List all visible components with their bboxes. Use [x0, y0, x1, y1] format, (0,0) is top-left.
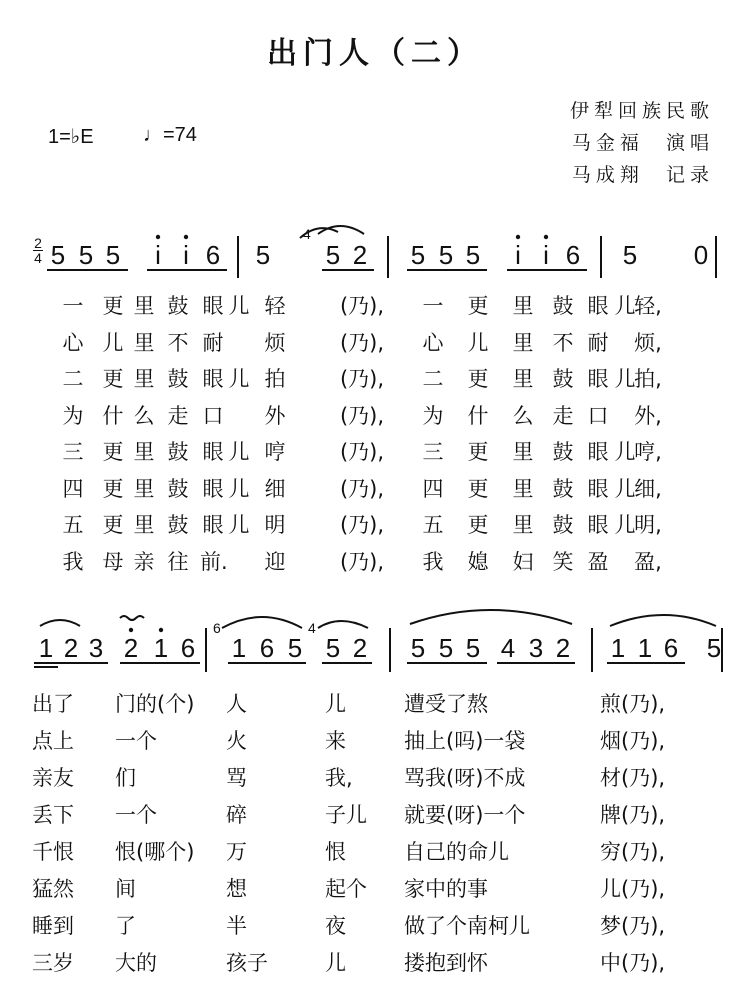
lyric-cell: 烟(乃), [600, 729, 666, 753]
lyric-cell: 一 [62, 294, 84, 318]
slur [40, 620, 80, 626]
lyric-cell: 里 [512, 294, 534, 318]
trill-mark [120, 616, 144, 620]
lyric-cell: 中(乃), [600, 951, 666, 975]
lyric-cell: 眼 [587, 367, 609, 391]
note: 5 [465, 633, 481, 663]
note: i [155, 240, 161, 270]
lyric-cell: 不 [552, 330, 574, 355]
lyric-cell: 里 [133, 330, 155, 355]
lyric-cell: 么 [133, 403, 155, 428]
lyric-cell: 口 [587, 403, 609, 428]
lyric-cell: 五 [62, 513, 84, 537]
lyric-cell: 耐 [202, 330, 224, 355]
grace-note: 4 [303, 226, 311, 242]
note: 3 [88, 633, 104, 663]
lyric-cell: 搂抱到怀 [404, 951, 488, 975]
note: 5 [410, 633, 426, 663]
lyric-cell: 想 [226, 877, 247, 901]
lyric-cell: 子儿 [325, 803, 367, 827]
lyric-cell: 为 [62, 403, 84, 428]
note: i [183, 240, 189, 270]
lyric-cell: 了 [115, 914, 136, 938]
octave-dot [156, 235, 160, 239]
lyric-cell: 恨 [325, 840, 346, 864]
lyric-cell: (乃), [339, 403, 385, 428]
slur [610, 615, 716, 626]
note: 6 [663, 633, 679, 663]
time-signature-top: 2 [34, 235, 42, 251]
lyric-cell: 前. [200, 549, 228, 574]
lyric-cell: 起个 [325, 877, 367, 901]
slur [222, 617, 302, 628]
note: 1 [637, 633, 653, 663]
lyric-cell: 鼓 [552, 513, 574, 537]
lyric-cell: 为 [422, 403, 444, 428]
credit-origin: 伊犁回族民歌 [569, 100, 714, 122]
lyric-cell: 心 [422, 330, 444, 355]
lyric-cell: 细, [634, 476, 662, 501]
lyric-cell: 儿 [228, 513, 250, 537]
lyric-cell: (乃), [339, 440, 385, 464]
lyric-cell: 笑 [552, 549, 574, 574]
lyric-cell: 家中的事 [404, 877, 488, 901]
lyric-cell: 三岁 [32, 951, 74, 975]
note: 5 [438, 633, 454, 663]
note: 5 [105, 240, 121, 270]
lyric-cell: 里 [512, 440, 534, 464]
lyric-cell: 儿 [228, 294, 250, 318]
lyric-cell: 穷(乃), [600, 840, 666, 864]
lyric-cell: 梦(乃), [600, 914, 666, 938]
grace-note: 6 [213, 620, 221, 636]
lyric-cell: 材(乃), [600, 766, 666, 790]
lyric-cell: 来 [325, 729, 346, 753]
lyric-cell: 不 [167, 330, 189, 355]
lyric-cell: 烦 [264, 330, 286, 355]
lyric-cell: (乃), [339, 476, 385, 501]
lyric-cell: 里 [512, 476, 534, 501]
lyric-cell: 三 [422, 440, 444, 464]
note: 5 [255, 240, 271, 270]
lyric-cell: 明 [264, 513, 286, 537]
lyric-cell: 骂 [226, 766, 247, 790]
lyric-cell: 千恨 [32, 840, 74, 864]
lyric-cell: 儿 [614, 476, 636, 501]
tempo-marking: ♩=74 [143, 124, 197, 146]
lyric-cell: (乃), [339, 330, 385, 355]
note: 1 [153, 633, 169, 663]
lyric-cell: 盈, [634, 549, 662, 574]
lyric-cell: 鼓 [167, 476, 189, 501]
lyric-cell: 里 [133, 440, 155, 464]
slur [318, 226, 364, 234]
lyric-cell: 四 [422, 476, 444, 501]
lyric-cell: 拍 [264, 367, 286, 391]
lyric-cell: 眼 [202, 440, 224, 464]
lyric-cell: 一 [422, 294, 444, 318]
lyric-cell: 烦, [634, 330, 662, 355]
octave-dot [516, 235, 520, 239]
lyric-cell: 骂我(呀)不成 [404, 766, 526, 790]
lyric-cell: 鼓 [167, 367, 189, 391]
lyric-cell: 里 [133, 294, 155, 318]
note: 5 [325, 240, 341, 270]
lyric-cell: 睡到 [32, 914, 74, 938]
credit-performer: 马金福 演唱 [571, 132, 714, 154]
lyric-cell: 明, [634, 513, 662, 537]
lyric-cell: 走 [552, 403, 574, 428]
lyric-cell: 我, [325, 766, 353, 790]
lyric-cell: 儿 [614, 294, 636, 318]
lyric-cell: (乃), [339, 513, 385, 537]
lyric-cell: 大的 [115, 951, 157, 975]
lyric-cell: 火 [226, 729, 247, 753]
lyric-cell: 里 [512, 330, 534, 355]
note: 2 [555, 633, 571, 663]
lyric-cell: 鼓 [552, 294, 574, 318]
song-title: 出门人（二） [267, 36, 483, 71]
note: 4 [500, 633, 516, 663]
lyric-cell: 儿 [614, 367, 636, 391]
lyric-cell: 儿 [325, 692, 346, 716]
note: 2 [352, 240, 368, 270]
lyric-cell: 更 [102, 513, 124, 537]
note: 5 [622, 240, 638, 270]
lyric-cell: 间 [115, 877, 136, 901]
lyric-cell: 轻, [634, 294, 662, 318]
key-signature: 1=♭E [48, 126, 94, 148]
lyric-cell: (乃), [339, 549, 385, 574]
slur [410, 610, 572, 624]
lyric-cell: 们 [115, 766, 136, 790]
lyric-cell: 更 [102, 440, 124, 464]
lyric-cell: 鼓 [167, 440, 189, 464]
lyric-cell: 鼓 [167, 294, 189, 318]
lyric-cell: 我 [422, 549, 444, 574]
lyric-cell: 媳 [467, 549, 489, 574]
note: i [515, 240, 521, 270]
lyric-cell: 更 [102, 294, 124, 318]
lyric-cell: 轻 [264, 294, 286, 318]
lyric-cell: 儿 [228, 440, 250, 464]
note: 6 [180, 633, 196, 663]
lyric-cell: 什 [467, 403, 489, 428]
lyric-cell: 儿 [325, 951, 346, 975]
lyric-cell: 耐 [587, 330, 609, 355]
lyric-cell: 眼 [587, 294, 609, 318]
lyric-cell: 鼓 [167, 513, 189, 537]
note: 5 [325, 633, 341, 663]
lyric-cell: 往 [167, 549, 189, 574]
lyric-cell: 什 [102, 403, 124, 428]
lyric-cell: 走 [167, 403, 189, 428]
lyric-cell: 里 [133, 513, 155, 537]
lyric-cell: 亲友 [32, 766, 74, 790]
slur [318, 621, 368, 628]
lyric-cell: 盈 [587, 549, 609, 574]
lyric-cell: 牌(乃), [600, 803, 666, 827]
lyric-cell: 里 [512, 367, 534, 391]
lyric-cell: 眼 [202, 294, 224, 318]
lyric-cell: 万 [226, 840, 247, 864]
note: 5 [287, 633, 303, 663]
lyric-cell: 眼 [202, 367, 224, 391]
lyric-cell: 眼 [587, 440, 609, 464]
lyric-cell: 孩子 [226, 951, 268, 975]
lyric-cell: 细 [264, 476, 286, 501]
lyric-cell: 丢下 [32, 803, 74, 827]
lyric-cell: 眼 [587, 513, 609, 537]
lyric-cell: 心 [62, 330, 84, 355]
lyric-cell: 更 [467, 367, 489, 391]
lyric-cell: 出了 [32, 692, 74, 716]
lyric-cell: 儿 [228, 367, 250, 391]
lyric-cell: 哼 [264, 440, 286, 464]
lyric-cell: 门的(个) [115, 692, 195, 716]
lyric-cell: 二 [422, 367, 444, 391]
lyric-cell: 外 [264, 403, 286, 428]
lyric-cell: 碎 [226, 803, 247, 827]
note: 5 [50, 240, 66, 270]
lyric-cell: 一个 [115, 803, 157, 827]
lyric-cell: 拍, [634, 367, 662, 391]
lyric-cell: 儿 [614, 440, 636, 464]
lyric-cell: 眼 [587, 476, 609, 501]
note: 6 [565, 240, 581, 270]
lyric-cell: 里 [133, 476, 155, 501]
note: 2 [123, 633, 139, 663]
lyric-cell: 一个 [115, 729, 157, 753]
note: 6 [259, 633, 275, 663]
lyric-cell: 更 [102, 476, 124, 501]
lyric-cell: 煎(乃), [600, 692, 666, 716]
lyric-cell: 里 [133, 367, 155, 391]
lyric-cell: 儿(乃), [600, 877, 666, 901]
lyric-cell: 母 [102, 549, 124, 574]
lyric-cell: 眼 [202, 476, 224, 501]
lyric-cell: 更 [467, 513, 489, 537]
lyric-cell: 迎 [264, 549, 286, 574]
lyric-cell: 做了个南柯儿 [404, 914, 530, 938]
lyric-cell: 里 [512, 513, 534, 537]
lyric-cell: 抽上(吗)一袋 [404, 729, 526, 753]
lyric-cell: 人 [226, 692, 247, 716]
lyric-cell: 鼓 [552, 476, 574, 501]
lyric-cell: 儿 [614, 513, 636, 537]
lyric-cell: 亲 [133, 549, 155, 574]
lyric-cell: 三 [62, 440, 84, 464]
lyric-cell: (乃), [339, 367, 385, 391]
lyric-cell: 鼓 [552, 367, 574, 391]
lyric-cell: 口 [202, 403, 224, 428]
lyric-cell: 儿 [102, 330, 124, 355]
lyric-cell: 点上 [32, 729, 74, 753]
note: 1 [610, 633, 626, 663]
note: 0 [693, 240, 709, 270]
lyric-cell: 自己的命儿 [404, 840, 509, 864]
lyric-cell: 更 [102, 367, 124, 391]
grace-note: 4 [308, 620, 316, 636]
lyric-cell: 儿 [467, 330, 489, 355]
lyric-cell: 五 [422, 513, 444, 537]
time-signature-bottom: 4 [34, 250, 42, 266]
lyric-cell: 二 [62, 367, 84, 391]
note: 1 [231, 633, 247, 663]
lyric-cell: 半 [226, 914, 247, 938]
lyric-cell: 哼, [634, 440, 662, 464]
lyric-cell: 遭受了熬 [404, 692, 488, 716]
octave-dot [129, 628, 133, 632]
octave-dot [184, 235, 188, 239]
octave-dot [159, 628, 163, 632]
lyric-cell: 就要(呀)一个 [404, 803, 526, 827]
lyric-cell: 妇 [512, 549, 534, 574]
note: 5 [706, 633, 722, 663]
lyric-cell: (乃), [339, 294, 385, 318]
lyric-cell: 外, [634, 403, 662, 428]
credit-recorder: 马成翔 记录 [571, 164, 714, 186]
lyric-cell: 么 [512, 403, 534, 428]
lyric-cell: 眼 [202, 513, 224, 537]
lyric-cell: 儿 [228, 476, 250, 501]
note: i [543, 240, 549, 270]
note: 5 [465, 240, 481, 270]
note: 6 [205, 240, 221, 270]
note: 1 [38, 633, 54, 663]
lyric-cell: 更 [467, 476, 489, 501]
note: 2 [63, 633, 79, 663]
note: 3 [528, 633, 544, 663]
lyric-cell: 更 [467, 294, 489, 318]
lyric-cell: 猛然 [32, 877, 74, 901]
lyric-cell: 四 [62, 476, 84, 501]
octave-dot [544, 235, 548, 239]
lyric-cell: 恨(哪个) [115, 840, 195, 864]
lyric-cell: 鼓 [552, 440, 574, 464]
note: 5 [438, 240, 454, 270]
note: 5 [78, 240, 94, 270]
note: 2 [352, 633, 368, 663]
lyric-cell: 夜 [325, 914, 346, 938]
lyric-cell: 我 [62, 549, 84, 574]
note: 5 [410, 240, 426, 270]
lyric-cell: 更 [467, 440, 489, 464]
